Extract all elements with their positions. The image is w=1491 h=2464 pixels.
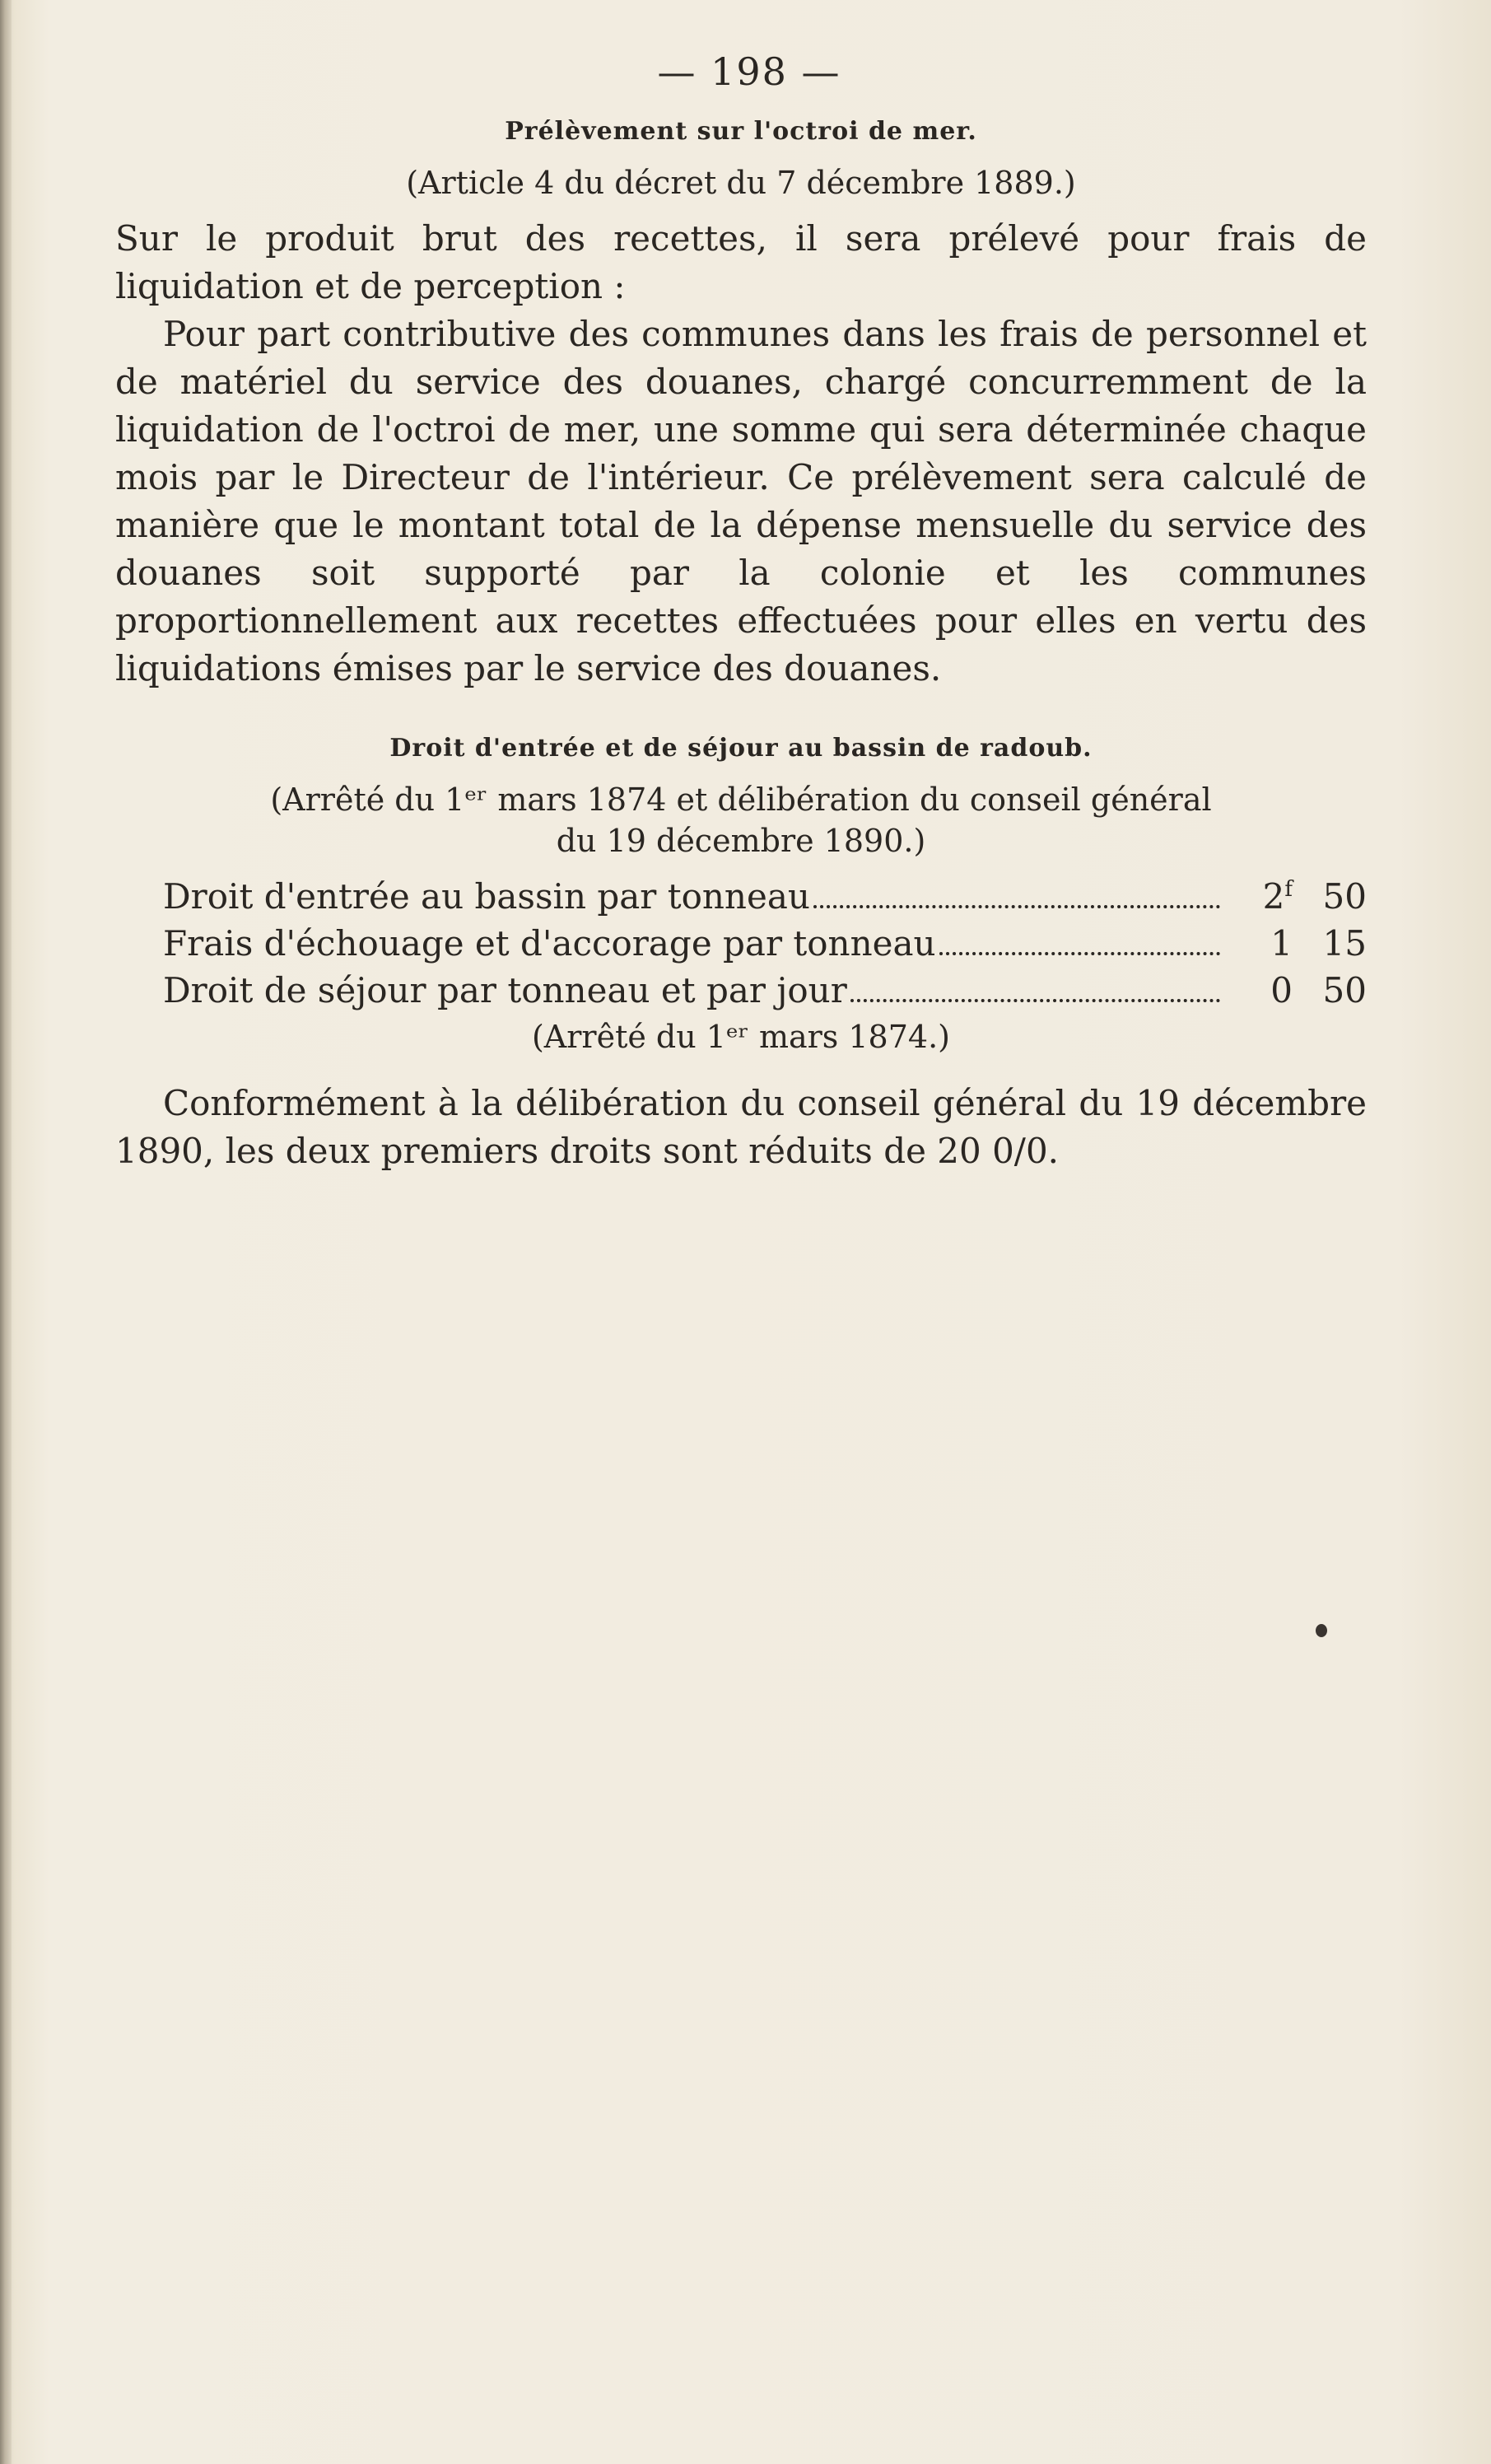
paragraph-intro: Sur le produit brut des recettes, il sera prélevé pour frais de liquidation et de perception :	[115, 218, 1367, 307]
ink-spot	[1316, 1624, 1327, 1637]
rate-centimes: 50	[1322, 970, 1367, 1011]
rate-label: Frais d'échouage et d'accorage par tonneau	[163, 923, 936, 964]
section-bassin	[115, 734, 1367, 1176]
rate-row	[115, 873, 1367, 920]
section-title-octroi: Prélèvement sur l'octroi de mer.	[505, 117, 977, 146]
section-source-bassin	[115, 779, 1367, 861]
rate-label: Droit de séjour par tonneau et par jour	[163, 970, 847, 1011]
page-content	[115, 49, 1367, 1175]
rate-unit: f	[1284, 877, 1293, 902]
rate-row	[115, 967, 1367, 1014]
rate-francs: 1	[1270, 923, 1293, 964]
dot-leader	[813, 905, 1220, 908]
rates-source: (Arrêté du 1ᵉʳ mars 1874.)	[531, 1019, 950, 1056]
rate-label: Droit d'entrée au bassin par tonneau	[163, 876, 810, 917]
rate-table	[115, 873, 1367, 1014]
rate-row	[115, 920, 1367, 967]
page-gutter	[0, 0, 12, 2464]
dot-leader	[850, 999, 1220, 1002]
paragraph-reduction-note: Conformément à la délibération du conseil général du 19 décembre 1890, les deux premiers droits sont réduits de 20 0/0.	[115, 1083, 1367, 1172]
rate-francs: 2	[1262, 876, 1285, 917]
section-octroi	[115, 117, 1367, 693]
section-title-bassin: Droit d'entrée et de séjour au bassin de radoub.	[389, 733, 1093, 763]
paragraph-contribution: Pour part contributive des communes dans les frais de personnel et de matériel du service des douanes, chargé concurremment de la liquidation de l'octroi de mer, une somme qui sera déterminée chaque mois par le Directeur de l'intérieur. Ce prélèvement sera calculé de manière que le montant total de la dépense mensuelle du service des douanes soit supporté par la colonie et les communes proportionnellement aux recettes effectuées pour elles en vertu des liquidations émises par le service des douanes.	[115, 314, 1367, 688]
section-source-octroi: (Article 4 du décret du 7 décembre 1889.)	[406, 165, 1076, 201]
rate-centimes: 50	[1322, 876, 1367, 917]
page-number: — 198 —	[657, 49, 841, 94]
section-source-line-2: du 19 décembre 1890.)	[556, 822, 926, 859]
rate-francs: 0	[1270, 970, 1293, 1011]
dot-leader	[939, 952, 1220, 955]
section-source-line-1: (Arrêté du 1ᵉʳ mars 1874 et délibération du conseil général	[270, 781, 1212, 818]
rate-centimes: 15	[1322, 923, 1367, 964]
